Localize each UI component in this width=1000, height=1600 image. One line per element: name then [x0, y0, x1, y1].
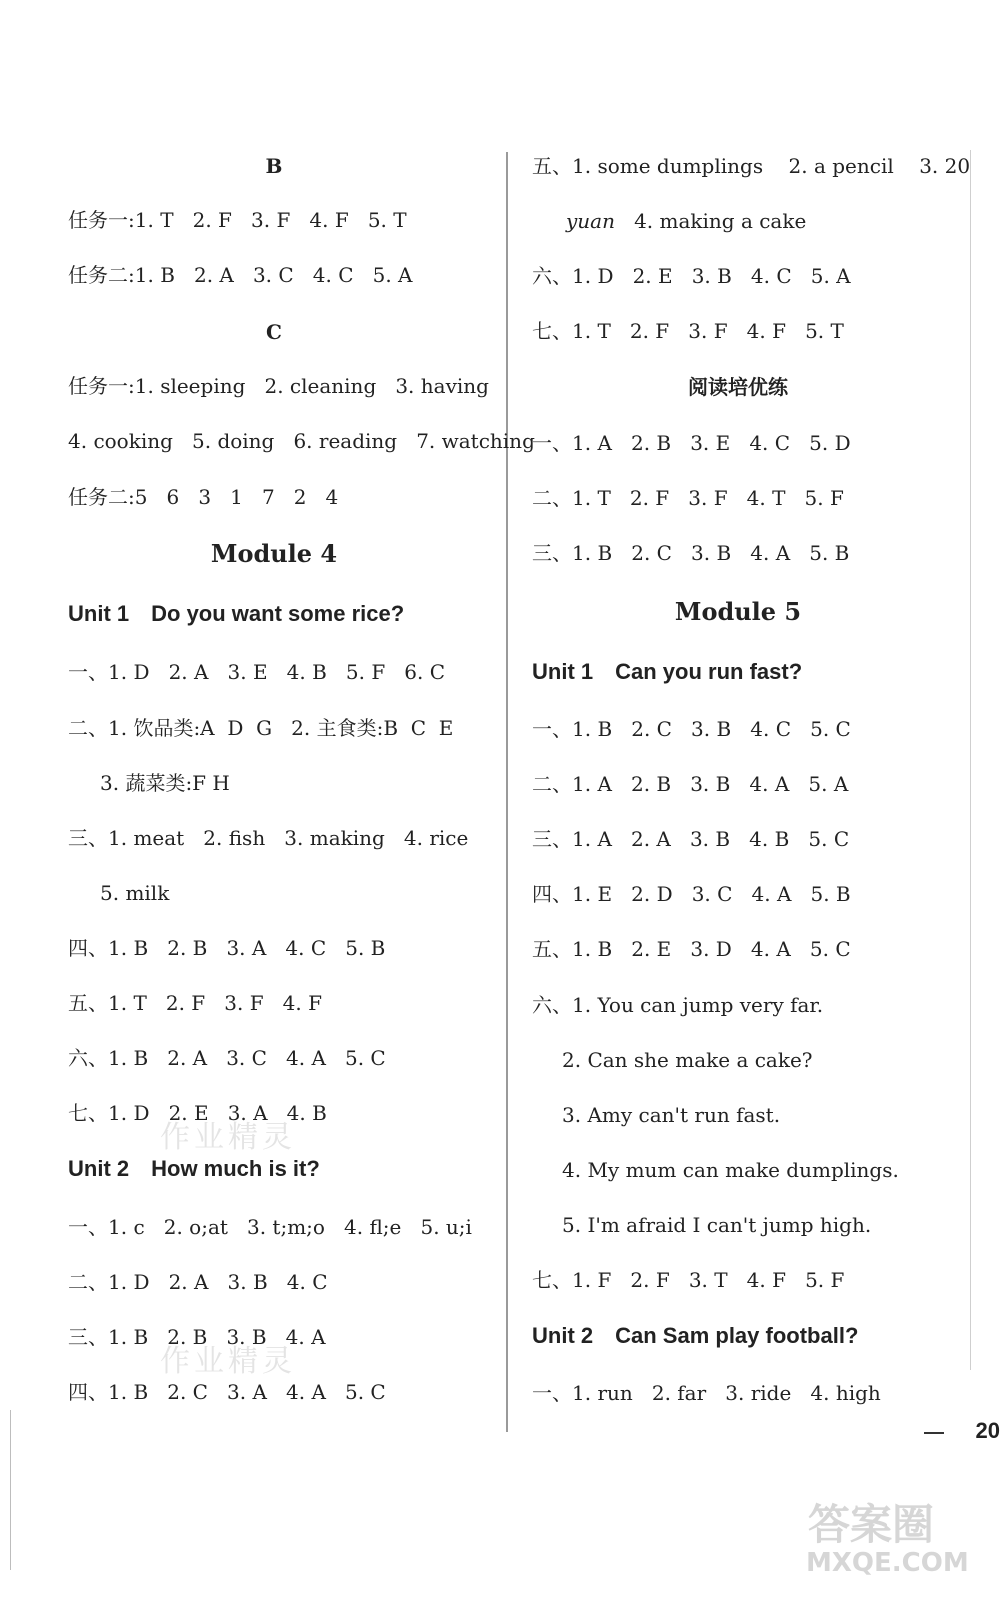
answer: 二、1. D	[68, 1270, 150, 1294]
answer: 4. cooking	[68, 429, 173, 453]
unit-title: Can you run fast?	[615, 659, 803, 684]
watermark: 作业精灵	[160, 1344, 296, 1379]
answer: 5. T	[367, 208, 407, 232]
row-label: 任务一:	[68, 208, 135, 232]
answer: 7. watching	[416, 429, 535, 453]
answer: 三、1. B	[532, 541, 613, 565]
answer: 2. o;at	[163, 1215, 228, 1239]
answer-row-cont	[566, 209, 806, 233]
answer: 3. E	[690, 431, 731, 455]
answer: 4. making a cake	[634, 209, 807, 233]
unit-number: Unit 2	[68, 1156, 130, 1181]
answer: 3. 20	[919, 154, 971, 178]
answer: 4. A	[285, 1325, 326, 1349]
answer: 一、1. B	[532, 717, 613, 741]
answer-row	[532, 717, 851, 741]
answer: 一、1. run	[532, 1381, 633, 1405]
answer: 六、1. D	[532, 264, 614, 288]
answer: 5. B	[345, 936, 386, 960]
answer: 四、1. B	[68, 1380, 149, 1404]
answer: 4. A	[751, 882, 792, 906]
answer: 6. reading	[293, 429, 398, 453]
answer-row	[68, 826, 468, 850]
answer: 3. A	[227, 1380, 267, 1404]
answer: 4. F	[746, 1268, 786, 1292]
answer: 2. C	[631, 541, 672, 565]
page-number-dash	[924, 1432, 944, 1434]
answer: 4. A	[286, 1380, 326, 1404]
answer: 五、1. some dumplings	[532, 154, 764, 178]
answer-row-cont: 3. 蔬菜类:F H	[100, 771, 230, 795]
answer-sentence: 3. Amy can't run fast.	[562, 1103, 781, 1127]
answer: 2. fish	[203, 826, 266, 850]
answer: 2. C	[631, 717, 672, 741]
answer-row	[68, 936, 385, 960]
answer: 2. D	[631, 882, 673, 906]
answer: 1. sleeping	[134, 374, 246, 398]
answer-row	[532, 772, 848, 796]
unit-title: Can Sam play football?	[615, 1323, 859, 1348]
answer: 4. F	[282, 991, 322, 1015]
answer: 4. A	[749, 772, 790, 796]
answer: 3. B	[691, 717, 732, 741]
answer: 5. A	[808, 772, 849, 796]
answer: 3. T	[688, 1268, 728, 1292]
answer-row	[68, 1046, 386, 1070]
row-label: 任务二:	[68, 263, 135, 287]
answer: 5. B	[810, 882, 851, 906]
answer: 5. A	[372, 263, 413, 287]
answer: 5. F	[805, 1268, 845, 1292]
answer: 5. T	[805, 319, 844, 343]
section-c-header: C	[266, 320, 282, 344]
answer: 4. rice	[403, 826, 469, 850]
answer: 3. F	[224, 991, 264, 1015]
answer: 2. E	[632, 264, 673, 288]
watermark: 作业精灵	[160, 1120, 296, 1155]
answer: 4. A	[750, 541, 791, 565]
answer: 3. ride	[725, 1381, 792, 1405]
answer: 3. F	[688, 319, 728, 343]
answer: 2. E	[631, 937, 672, 961]
answer: 2. 主食类:B C E	[291, 716, 454, 740]
answer-sentence: 4. My mum can make dumplings.	[562, 1158, 899, 1182]
page-edge-line-left	[10, 1410, 11, 1570]
answer: 2. A	[167, 1046, 208, 1070]
answer: 四、1. B	[68, 936, 149, 960]
answer-sentence: 2. Can she make a cake?	[562, 1048, 813, 1072]
answer-row	[532, 541, 849, 565]
answer-row	[532, 486, 844, 510]
answer-sentence: 六、1. You can jump very far.	[532, 993, 824, 1017]
answer-row	[68, 1215, 472, 1239]
answer-row	[68, 1380, 386, 1404]
answer: 5. C	[809, 937, 851, 961]
unit-1-heading	[68, 602, 404, 626]
answer: 5. F	[804, 486, 844, 510]
answer: 3. B	[691, 541, 732, 565]
answer: 六、1. B	[68, 1046, 149, 1070]
reading-practice-header: 阅读培优练	[688, 375, 788, 399]
answer: 4. F	[309, 208, 349, 232]
answer: 七、1. T	[532, 319, 611, 343]
answer: 1. T	[134, 208, 174, 232]
answer: 4. B	[286, 660, 327, 684]
unit-number: Unit 1	[532, 659, 594, 684]
answer: 五、1. B	[532, 937, 613, 961]
c-task1-row-cont	[68, 429, 535, 453]
answer-row	[68, 1270, 328, 1294]
answer: 4. C	[286, 1270, 328, 1294]
answer: 2. B	[167, 1325, 208, 1349]
answer: 3. t;m;o	[246, 1215, 325, 1239]
answer: 4. fl;e	[344, 1215, 402, 1239]
answer: 3. E	[227, 660, 268, 684]
answer: 3. F	[688, 486, 728, 510]
answer: 一、1. D	[68, 660, 150, 684]
answer: 3. B	[227, 1270, 268, 1294]
answer: 5. doing	[192, 429, 275, 453]
answer-row	[532, 882, 851, 906]
answer: 3. making	[284, 826, 385, 850]
answer: 3. C	[252, 263, 294, 287]
answer: 4. C	[749, 431, 791, 455]
answer-row-cont: 5. milk	[100, 881, 170, 905]
answer: 4. high	[810, 1381, 881, 1405]
answer: 2. F	[629, 319, 670, 343]
answer: 4. T	[746, 486, 786, 510]
page-number: 20	[975, 1418, 1000, 1443]
answer: 3. A	[226, 936, 267, 960]
answer-row	[532, 937, 851, 961]
b-task2-row	[68, 263, 412, 287]
answer: 2. A	[630, 827, 671, 851]
answer: 3. F	[251, 208, 291, 232]
answer: 3. A	[227, 1101, 268, 1125]
answer-sentence: 5. I'm afraid I can't jump high.	[562, 1213, 872, 1237]
column-divider	[506, 152, 508, 1432]
answer-row	[532, 1381, 881, 1405]
unit-title: How much is it?	[151, 1156, 320, 1181]
answer: 5. C	[344, 1046, 386, 1070]
corner-logo-watermark: 答案圈	[808, 1500, 935, 1549]
answer: 2. F	[630, 1268, 670, 1292]
answer: 2. B	[630, 431, 672, 455]
answer: 4. C	[750, 264, 792, 288]
answer-row	[532, 1268, 844, 1292]
unit-number: Unit 2	[532, 1323, 594, 1348]
answer-row	[68, 991, 322, 1015]
answer: 2. F	[192, 208, 232, 232]
answer: 3. B	[690, 772, 731, 796]
answer-row	[68, 716, 453, 740]
answer: 三、1. B	[68, 1325, 149, 1349]
answer: 2. B	[167, 936, 208, 960]
section-b-header: B	[265, 154, 283, 178]
answer: 6. C	[404, 660, 446, 684]
answer: 一、1. c	[68, 1215, 145, 1239]
answer: 4. B	[286, 1101, 327, 1125]
answer: 1. B	[134, 263, 175, 287]
answer: 七、1. F	[532, 1268, 612, 1292]
answer: 二、1. 饮品类:A D G	[68, 716, 273, 740]
corner-url-watermark: MXQE.COM	[806, 1548, 969, 1578]
answer: 3. B	[226, 1325, 267, 1349]
answer: 5. B	[809, 541, 850, 565]
answer: 3. C	[691, 882, 733, 906]
answer-row	[532, 319, 844, 343]
answer: 3. C	[226, 1046, 267, 1070]
answer: 2. A	[168, 660, 209, 684]
module-4-title: Module 4	[210, 539, 338, 568]
answer: 4. A	[286, 1046, 326, 1070]
answer: 2. B	[630, 772, 672, 796]
answer: 2. cleaning	[264, 374, 377, 398]
answer-row	[532, 154, 970, 178]
answer-row	[532, 431, 851, 455]
answer: 四、1. E	[532, 882, 613, 906]
page-edge-line	[970, 150, 971, 1370]
b-task1-row	[68, 208, 407, 232]
answer: 2. F	[629, 486, 670, 510]
unit-title: Do you want some rice?	[151, 601, 405, 626]
answer: 4. A	[750, 937, 791, 961]
answer-row	[532, 264, 851, 288]
answer: 2. F	[165, 991, 206, 1015]
module-5-title: Module 5	[674, 597, 802, 626]
answer: 4. C	[285, 936, 327, 960]
answer: 5 6 3 1 7 2 4	[134, 485, 339, 509]
answer: 2. A	[168, 1270, 209, 1294]
answer: 5. C	[810, 717, 851, 741]
answer: 2. C	[167, 1380, 208, 1404]
answer: 3. having	[395, 374, 489, 398]
answer: 5. C	[808, 827, 850, 851]
answer: 五、1. T	[68, 991, 147, 1015]
answer: yuan	[566, 209, 615, 233]
answer: 4. B	[749, 827, 790, 851]
answer: 3. B	[689, 827, 731, 851]
row-label: 任务一:	[68, 374, 135, 398]
answer: 三、1. meat	[68, 826, 185, 850]
answer: 七、1. D	[68, 1101, 150, 1125]
answer-row	[68, 660, 445, 684]
unit-number: Unit 1	[68, 601, 130, 626]
answer: 2. far	[651, 1381, 707, 1405]
answer: 3. B	[691, 264, 732, 288]
c-task1-row	[68, 374, 489, 398]
answer: 4. C	[312, 263, 354, 287]
answer: 二、1. T	[532, 486, 611, 510]
answer: 5. C	[344, 1380, 386, 1404]
answer-row	[532, 827, 849, 851]
answer: 5. D	[809, 431, 851, 455]
answer: 5. A	[810, 264, 851, 288]
row-label: 任务二:	[68, 485, 135, 509]
answer: 2. a pencil	[788, 154, 894, 178]
answer: 5. u;i	[420, 1215, 472, 1239]
answer: 4. C	[750, 717, 792, 741]
answer: 2. E	[168, 1101, 209, 1125]
answer: 2. A	[193, 263, 234, 287]
unit-1-heading	[532, 660, 802, 684]
answer: 一、1. A	[532, 431, 612, 455]
answer: 5. F	[345, 660, 386, 684]
answer: 3. D	[690, 937, 732, 961]
answer: 4. F	[746, 319, 786, 343]
unit-2-heading	[68, 1157, 320, 1181]
answer: 三、1. A	[532, 827, 612, 851]
answer: 二、1. A	[532, 772, 612, 796]
unit-2-heading	[532, 1324, 858, 1348]
c-task2-row	[68, 485, 338, 509]
